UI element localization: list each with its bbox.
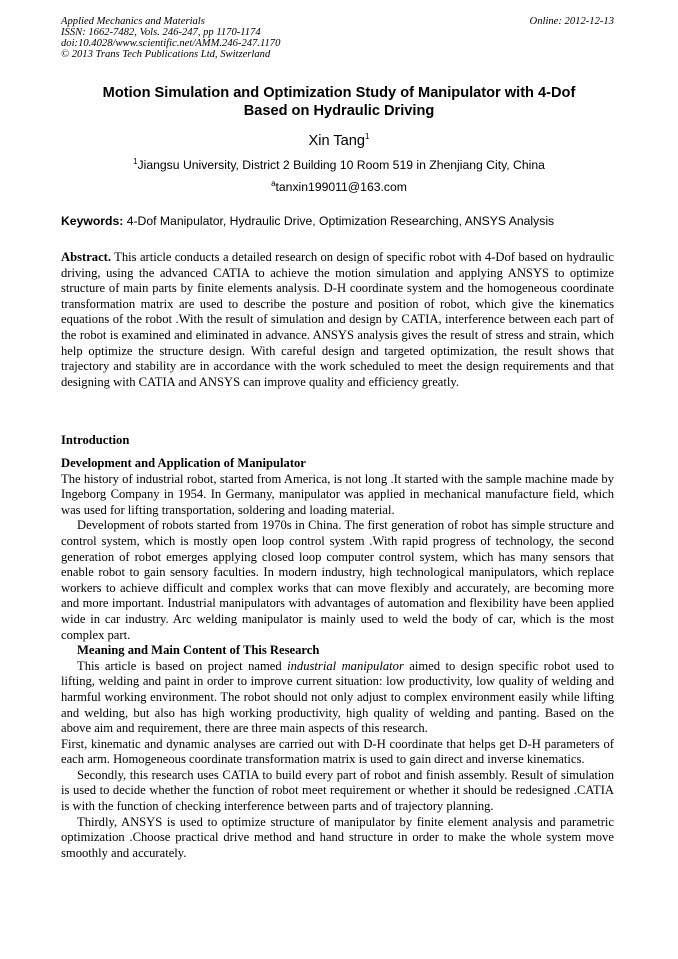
keywords-label: Keywords: — [61, 214, 124, 228]
email-address: tanxin199011@163.com — [275, 180, 407, 194]
section-heading-introduction: Introduction — [61, 433, 130, 447]
email-line — [61, 180, 617, 194]
affiliation-text: Jiangsu University, District 2 Building 10 Room 519 in Zhenjiang City, China — [137, 158, 545, 172]
development-paragraph-2: Development of robots started from 1970s in China. The first generation of robot has simple structure and control system, which is mostly open loop control system .With rapid progress of technology, the second generation of robot emerges applying closed loop computer control system, which has many sensors that enable robot to gain sensory faculties. In modern industry, high technological manipulators, which replace workers to achieve difficult and complex works that can move flexibly and accurately, are becoming more and more important. Industrial manipulators with advantages of automation and flexibility have been applied wide in car industry. Arc welding manipulator is mainly used to weld the body of car, which is the most complex part. — [61, 518, 614, 642]
paper-title — [61, 84, 617, 120]
subsection-heading-meaning: Meaning and Main Content of This Research — [77, 643, 320, 658]
meaning-paragraph-1-part-b: aimed to design specific robot used to lifting, welding and paint in order to improve current situation: low productivity, low quality of welding and harmful working environment. The robot should not only adjust to complex environment easily while lifting and welding, but also has high working productivity, high quality of welding and panting. Based on the above aim and requirement, there are three main aspects of this research. — [61, 658, 614, 736]
author-line — [61, 133, 617, 150]
author-name: Xin Tang — [308, 133, 366, 149]
development-paragraph-1: The history of industrial robot, started from America, is not long .It started with the sample machine made by Ingeborg Company in 1954. In Germany, manipulator was applied in mechanical manufacture field, which was used for lifting transportation, soldering and loading material. — [61, 471, 614, 517]
meaning-paragraph-1 — [61, 659, 614, 737]
meaning-paragraph-2: First, kinematic and dynamic analyses are carried out with D-H coordinate that helps get D-H parameters of each arm. Homogeneous coordinate transformation matrix is used to gain direct and inverse kinematics. — [61, 736, 614, 767]
keywords-line — [61, 214, 621, 229]
copyright-line: © 2013 Trans Tech Publications Ltd, Switzerland — [61, 49, 271, 60]
online-date: Online: 2012-12-13 — [529, 16, 614, 27]
email-superscript: a — [271, 178, 276, 188]
affiliation-superscript: 1 — [133, 156, 138, 166]
subsection-heading-development: Development and Application of Manipulator — [61, 456, 306, 470]
abstract-label: Abstract. — [61, 250, 112, 264]
issn-line: ISSN: 1662-7482, Vols. 246-247, pp 1170-1174 — [61, 27, 261, 38]
introduction-body — [61, 456, 614, 861]
abstract-text: This article conducts a detailed research on design of specific robot with 4-Dof based on hydraulic driving, using the advanced CATIA to achieve the motion simulation and applying ANSYS to optimize structure of main parts by finite elements analysis. D-H coordinate system and the homogeneous coordinate transformation matrix are used to describe the posture and position of robot, which give the kinematics equations of the robot .With the result of simulation and design by CATIA, interference between each part of the robot is examined and eliminated in advance. ANSYS analysis gives the result of stress and strain, which help optimize the structure design. With careful design and targeted optimization, the result shows that trajectory and stability are in accordance with the work scheduled to meet the design requirements and that designing with CATIA and ANSYS can improve quality and efficiency greatly. — [61, 250, 614, 389]
journal-name: Applied Mechanics and Materials — [61, 16, 205, 27]
meaning-paragraph-4: Thirdly, ANSYS is used to optimize structure of manipulator by finite element analysis and parametric optimization .Choose practical drive method and hand structure in order to make the whole system move smoothly and accurately. — [61, 814, 614, 860]
doi-line: doi:10.4028/www.scientific.net/AMM.246-247.1170 — [61, 38, 281, 49]
abstract-paragraph — [61, 250, 614, 390]
meaning-paragraph-3: Secondly, this research uses CATIA to build every part of robot and finish assembly. Result of simulation is used to decide whether the function of robot meet requirement or whether it should be redesigned .CATIA is with the function of checking interference between parts and of trajectory planning. — [61, 767, 614, 814]
project-name-emphasis: industrial manipulator — [287, 658, 404, 673]
author-superscript: 1 — [365, 132, 370, 142]
title-line-1: Motion Simulation and Optimization Study of Manipulator with 4-Dof — [102, 85, 576, 101]
meaning-paragraph-1-part-a: This article is based on project named — [77, 658, 288, 673]
affiliation-line — [61, 158, 617, 172]
keywords-text: 4-Dof Manipulator, Hydraulic Drive, Optimization Researching, ANSYS Analysis — [123, 214, 555, 228]
title-line-2: Based on Hydraulic Driving — [243, 103, 435, 119]
